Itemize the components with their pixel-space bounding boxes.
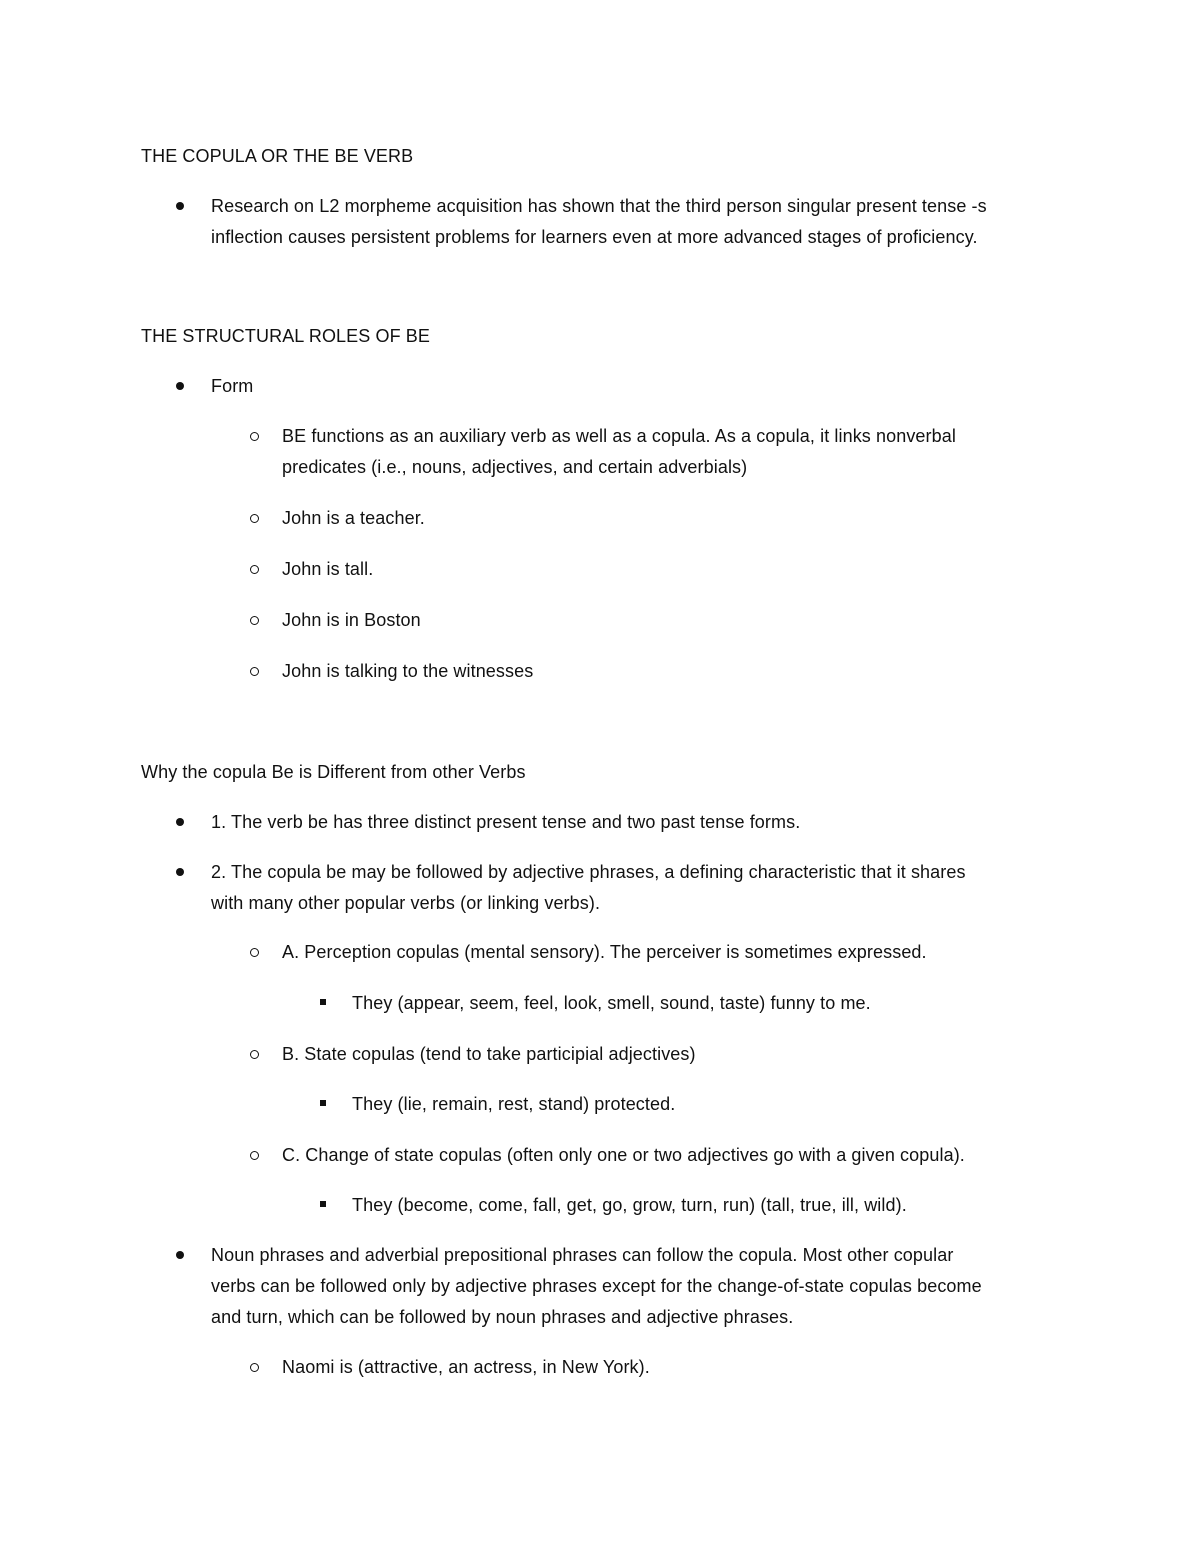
sub-b-example: They (lie, remain, rest, stand) protected.: [352, 1094, 676, 1114]
section-heading-structural-roles: THE STRUCTURAL ROLES OF BE: [141, 326, 430, 346]
bullet-circle-icon: [250, 948, 259, 957]
point-3-line-3: and turn, which can be followed by noun phrases and adjective phrases.: [211, 1307, 794, 1327]
point-2-line-2: with many other popular verbs (or linking verbs).: [211, 893, 601, 913]
research-line-2: inflection causes persistent problems for learners even at more advanced stages of proficiency.: [211, 227, 978, 247]
form-example-4: John is talking to the witnesses: [282, 661, 534, 681]
bullet-circle-icon: [250, 1363, 259, 1372]
bullet-dot-icon: [176, 1251, 184, 1259]
bullet-square-icon: [320, 1201, 326, 1207]
point-3-line-1: Noun phrases and adverbial prepositional phrases can follow the copula. Most other copular: [211, 1245, 954, 1265]
sub-c-example: They (become, come, fall, get, go, grow, turn, run) (tall, true, ill, wild).: [352, 1195, 907, 1215]
point-3-example: Naomi is (attractive, an actress, in New York).: [282, 1357, 650, 1377]
form-label: Form: [211, 376, 254, 396]
research-line-1: Research on L2 morpheme acquisition has shown that the third person singular present tense -s: [211, 196, 987, 216]
bullet-circle-icon: [250, 1050, 259, 1059]
sub-a-example: They (appear, seem, feel, look, smell, sound, taste) funny to me.: [352, 993, 871, 1013]
bullet-dot-icon: [176, 868, 184, 876]
form-example-1: John is a teacher.: [282, 508, 425, 528]
form-sub-be-line-1: BE functions as an auxiliary verb as well as a copula. As a copula, it links nonverbal: [282, 426, 956, 446]
sub-b-state: B. State copulas (tend to take participial adjectives): [282, 1044, 696, 1064]
sub-a-perception: A. Perception copulas (mental sensory). The perceiver is sometimes expressed.: [282, 942, 927, 962]
point-3-line-2: verbs can be followed only by adjective phrases except for the change-of-state copulas become: [211, 1276, 982, 1296]
bullet-circle-icon: [250, 667, 259, 676]
bullet-square-icon: [320, 1100, 326, 1106]
sub-c-change-of-state: C. Change of state copulas (often only one or two adjectives go with a given copula).: [282, 1145, 965, 1165]
bullet-dot-icon: [176, 382, 184, 390]
bullet-dot-icon: [176, 202, 184, 210]
point-2-line-1: 2. The copula be may be followed by adjective phrases, a defining characteristic that it shares: [211, 862, 966, 882]
bullet-circle-icon: [250, 616, 259, 625]
section-heading-why-different: Why the copula Be is Different from other Verbs: [141, 762, 526, 782]
bullet-dot-icon: [176, 818, 184, 826]
bullet-circle-icon: [250, 514, 259, 523]
bullet-square-icon: [320, 999, 326, 1005]
point-1: 1. The verb be has three distinct present tense and two past tense forms.: [211, 812, 801, 832]
bullet-circle-icon: [250, 432, 259, 441]
bullet-circle-icon: [250, 1151, 259, 1160]
bullet-circle-icon: [250, 565, 259, 574]
form-example-2: John is tall.: [282, 559, 374, 579]
form-sub-be-line-2: predicates (i.e., nouns, adjectives, and certain adverbials): [282, 457, 748, 477]
section-heading-copula: THE COPULA OR THE BE VERB: [141, 146, 414, 166]
form-example-3: John is in Boston: [282, 610, 421, 630]
